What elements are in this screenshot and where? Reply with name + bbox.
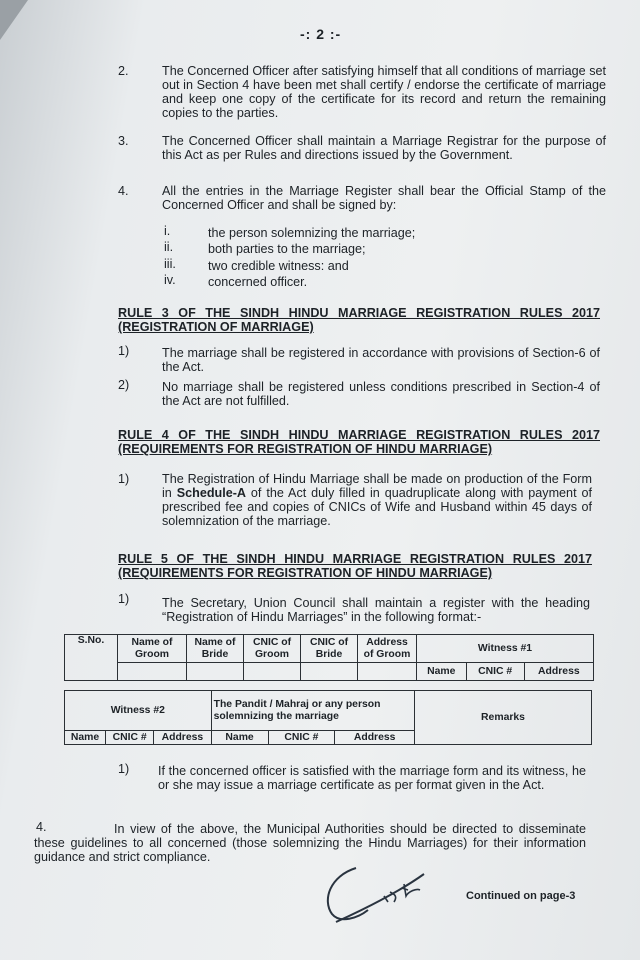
signatory-text: two credible witness: and [208, 259, 349, 273]
witness2-name: Name [65, 731, 106, 745]
item-number: 1) [118, 344, 130, 358]
col-cnic-of-bride: CNIC of Bride [301, 635, 358, 663]
signatory-number: iv. [164, 273, 176, 287]
table-cell [301, 663, 358, 681]
table-cell [358, 663, 417, 681]
col-cnic-of-groom: CNIC of Groom [244, 635, 301, 663]
item-text: The marriage shall be registered in accordance with provisions of Section-6 of the Act. [162, 346, 600, 374]
witness1-cnic: CNIC # [466, 663, 524, 681]
item-text: No marriage shall be registered unless conditions prescribed in Section-4 of the Act are not fulfilled. [162, 380, 600, 408]
witness2-address: Address [154, 731, 211, 745]
col-name-of-groom: Name of Groom [118, 635, 187, 663]
signatory-text: the person solemnizing the marriage; [208, 226, 416, 240]
signatory-text: both parties to the marriage; [208, 242, 366, 256]
rule5-heading: RULE 5 OF THE SINDH HINDU MARRIAGE REGISTRATION RULES 2017 (REQUIREMENTS FOR REGISTRATION OF HINDU MARRIAGE) [118, 552, 592, 580]
col-name-of-bride: Name of Bride [187, 635, 244, 663]
rule3-heading: RULE 3 OF THE SINDH HINDU MARRIAGE REGISTRATION RULES 2017 (REGISTRATION OF MARRIAGE) [118, 306, 600, 334]
paragraph-number: 4. [36, 820, 47, 834]
col-address-of-groom: Address of Groom [358, 635, 417, 663]
signatory-number: iii. [164, 257, 176, 271]
item-text: All the entries in the Marriage Register shall bear the Official Stamp of the Concerned Officer and shall be signed by: [162, 184, 606, 212]
table-cell [244, 663, 301, 681]
pandit-name: Name [211, 731, 268, 745]
witness1-address: Address [524, 663, 593, 681]
item-number: 1) [118, 762, 130, 776]
item-number: 1) [118, 472, 130, 486]
rule4-text-before: The Registration of Hindu Marriage shall be made on production of the Form in [162, 472, 592, 500]
handwritten-signature [318, 862, 468, 932]
rule4-heading: RULE 4 OF THE SINDH HINDU MARRIAGE REGISTRATION RULES 2017 (REQUIREMENTS FOR REGISTRATION OF HINDU MARRIAGE) [118, 428, 600, 456]
page-number: -: 2 :- [300, 26, 342, 42]
item-text: The Concerned Officer shall maintain a Marriage Registrar for the purpose of this Act as per Rules and directions issued by the Government. [162, 134, 606, 162]
item-text: The Secretary, Union Council shall maintain a register with the heading “Registration of Hindu Marriages” in the following format:- [162, 596, 590, 624]
col-sno: S.No. [65, 635, 118, 681]
page-fold [0, 0, 28, 40]
schedule-a-reference: Schedule-A [176, 486, 246, 500]
rule4-text-after: of the Act duly filled in quadruplicate along with payment of prescribed fee and copies of CNICs of Wife and Husband within 45 days of solemnization of the marriage. [162, 486, 592, 528]
witness1-name: Name [417, 663, 467, 681]
register-table-1 [64, 634, 594, 681]
col-witness-1: Witness #1 [417, 635, 594, 663]
col-pandit: The Pandit / Mahraj or any person solemnizing the marriage [211, 691, 414, 731]
item-number: 4. [118, 184, 129, 198]
register-table-2 [64, 690, 592, 745]
item-number: 2) [118, 378, 130, 392]
item-text: If the concerned officer is satisfied with the marriage form and its witness, he or she may issue a marriage certificate as per format given in the Act. [158, 764, 586, 792]
signatory-number: i. [164, 224, 171, 238]
paragraph-text: In view of the above, the Municipal Authorities should be directed to disseminate these guidelines to all concerned (those solemnizing the Hindu Marriages) for their information guidance and strict compliance. [34, 822, 586, 864]
pandit-cnic: CNIC # [268, 731, 335, 745]
item-number: 2. [118, 64, 129, 78]
item-number: 1) [118, 592, 130, 606]
item-number: 3. [118, 134, 129, 148]
col-witness-2: Witness #2 [65, 691, 212, 731]
col-remarks: Remarks [415, 691, 592, 745]
pandit-address: Address [335, 731, 415, 745]
item-text: The Concerned Officer after satisfying himself that all conditions of marriage set out in Section 4 have been met shall certify / endorse the certificate of marriage and keep one copy of the certificate for its record and return the remaining copies to the parties. [162, 64, 606, 120]
signatory-text: concerned officer. [208, 275, 308, 289]
table-cell [118, 663, 187, 681]
continued-note: Continued on page-3 [466, 890, 576, 902]
table-cell [187, 663, 244, 681]
witness2-cnic: CNIC # [106, 731, 154, 745]
item-text [162, 472, 592, 528]
signatory-number: ii. [164, 240, 174, 254]
